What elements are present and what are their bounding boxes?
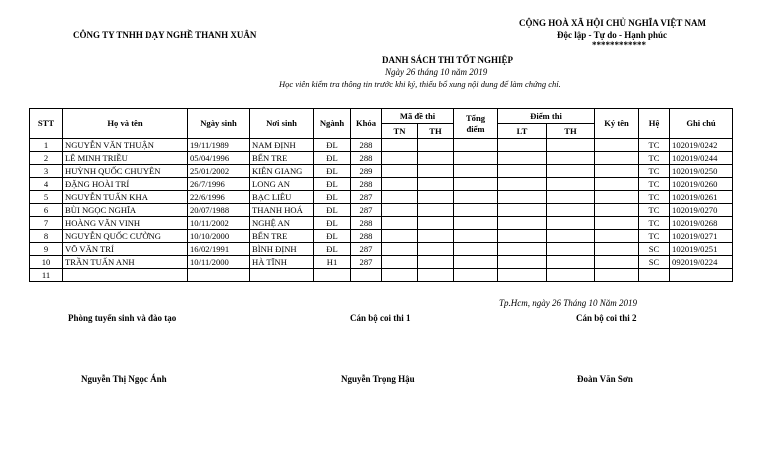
cell-place: BẾN TRE: [250, 152, 314, 165]
cell-empty: [454, 217, 498, 230]
cell-empty: [595, 152, 639, 165]
cell-course: 289: [351, 165, 382, 178]
cell-empty: [547, 204, 595, 217]
table-row: [30, 191, 733, 204]
cell-stt: 1: [30, 139, 63, 152]
cell-major: ĐL: [314, 165, 351, 178]
cell-note: 102019/0268: [670, 217, 733, 230]
cell-system: TC: [639, 165, 670, 178]
cell-major: [314, 269, 351, 282]
cell-course: 287: [351, 191, 382, 204]
cell-empty: [547, 217, 595, 230]
cell-major: ĐL: [314, 191, 351, 204]
cell-note: 102019/0271: [670, 230, 733, 243]
cell-system: TC: [639, 217, 670, 230]
cell-empty: [498, 165, 547, 178]
cell-empty: [547, 256, 595, 269]
country-name: CỘNG HOÀ XÃ HỘI CHỦ NGHĨA VIỆT NAM: [519, 18, 706, 28]
company-name: CÔNG TY TNHH DẠY NGHỀ THANH XUÂN: [73, 30, 257, 40]
cell-major: ĐL: [314, 243, 351, 256]
place-date: Tp.Hcm, ngày 26 Tháng 10 Năm 2019: [499, 298, 638, 308]
cell-place: BẾN TRE: [250, 230, 314, 243]
cell-note: 102019/0250: [670, 165, 733, 178]
cell-dob: 22/6/1996: [188, 191, 250, 204]
proctor2-title: Cán bộ coi thi 2: [576, 313, 637, 323]
cell-place: [250, 269, 314, 282]
cell-stt: 8: [30, 230, 63, 243]
header-th2: TH: [547, 124, 595, 139]
cell-empty: [418, 243, 454, 256]
cell-empty: [595, 256, 639, 269]
cell-empty: [382, 191, 418, 204]
cell-dob: [188, 269, 250, 282]
cell-course: 287: [351, 204, 382, 217]
cell-empty: [382, 269, 418, 282]
cell-place: LONG AN: [250, 178, 314, 191]
signer3-name: Đoàn Văn Sơn: [577, 374, 633, 384]
cell-empty: [547, 191, 595, 204]
header-tn: TN: [382, 124, 418, 139]
cell-system: TC: [639, 204, 670, 217]
cell-dob: 20/07/1988: [188, 204, 250, 217]
cell-note: 102019/0260: [670, 178, 733, 191]
signer1-name: Nguyễn Thị Ngọc Ánh: [81, 374, 167, 384]
title-note: Học viên kiểm tra thông tin trước khi ký, thiếu bổ xung nội dung để làm chứng chỉ.: [279, 79, 561, 89]
cell-empty: [498, 230, 547, 243]
header-notes: Ghi chú: [670, 109, 733, 139]
cell-name: NGUYỄN QUỐC CƯỜNG: [63, 230, 188, 243]
cell-empty: [547, 243, 595, 256]
header-major: Ngành: [314, 109, 351, 139]
cell-note: 102019/0251: [670, 243, 733, 256]
motto-stars: ************: [592, 40, 646, 50]
cell-note: 092019/0224: [670, 256, 733, 269]
cell-place: BÌNH ĐỊNH: [250, 243, 314, 256]
cell-system: TC: [639, 178, 670, 191]
cell-empty: [418, 204, 454, 217]
cell-stt: 5: [30, 191, 63, 204]
cell-system: TC: [639, 152, 670, 165]
cell-place: KIÊN GIANG: [250, 165, 314, 178]
cell-name: [63, 269, 188, 282]
cell-dob: 05/04/1996: [188, 152, 250, 165]
cell-dob: 10/11/2000: [188, 256, 250, 269]
cell-stt: 11: [30, 269, 63, 282]
proctor1-title: Cán bộ coi thi 1: [350, 313, 411, 323]
table-row: [30, 243, 733, 256]
cell-empty: [382, 178, 418, 191]
cell-place: NAM ĐỊNH: [250, 139, 314, 152]
cell-dob: 19/11/1989: [188, 139, 250, 152]
cell-empty: [498, 139, 547, 152]
cell-course: [351, 269, 382, 282]
cell-empty: [382, 230, 418, 243]
cell-name: VÕ VĂN TRÍ: [63, 243, 188, 256]
cell-name: ĐẶNG HOÀI TRÍ: [63, 178, 188, 191]
cell-note: [670, 269, 733, 282]
table-row: [30, 139, 733, 152]
cell-empty: [498, 204, 547, 217]
cell-course: 288: [351, 139, 382, 152]
cell-course: 288: [351, 152, 382, 165]
cell-empty: [547, 139, 595, 152]
cell-place: NGHỆ AN: [250, 217, 314, 230]
cell-name: BÙI NGỌC NGHĨA: [63, 204, 188, 217]
cell-empty: [498, 217, 547, 230]
header-sign: Ký tên: [595, 109, 639, 139]
cell-empty: [595, 165, 639, 178]
cell-empty: [454, 243, 498, 256]
cell-dob: 10/11/2002: [188, 217, 250, 230]
cell-course: 287: [351, 256, 382, 269]
cell-name: HUỲNH QUỐC CHUYÊN: [63, 165, 188, 178]
cell-empty: [498, 269, 547, 282]
table-row: [30, 152, 733, 165]
header-dob: Ngày sinh: [188, 109, 250, 139]
header-course: Khóa: [351, 109, 382, 139]
header-total-line1: Tổng: [465, 112, 486, 123]
cell-empty: [595, 269, 639, 282]
header-exam-code: Mã đề thi: [382, 109, 454, 124]
cell-name: HOÀNG VĂN VINH: [63, 217, 188, 230]
cell-empty: [547, 152, 595, 165]
table-row: [30, 204, 733, 217]
cell-empty: [382, 243, 418, 256]
cell-stt: 3: [30, 165, 63, 178]
exam-list-table: [29, 108, 733, 282]
header-total: [454, 109, 498, 139]
cell-course: 288: [351, 217, 382, 230]
cell-empty: [418, 178, 454, 191]
cell-system: TC: [639, 191, 670, 204]
cell-empty: [595, 191, 639, 204]
cell-system: SC: [639, 256, 670, 269]
table-row: [30, 178, 733, 191]
cell-system: [639, 269, 670, 282]
header-lt: LT: [498, 124, 547, 139]
motto: Độc lập - Tự do - Hạnh phúc: [557, 30, 668, 40]
cell-empty: [498, 256, 547, 269]
cell-empty: [454, 204, 498, 217]
cell-place: BẠC LIÊU: [250, 191, 314, 204]
cell-course: 288: [351, 230, 382, 243]
header-total-line2: điểm: [466, 123, 485, 134]
cell-empty: [454, 256, 498, 269]
cell-empty: [454, 191, 498, 204]
cell-system: TC: [639, 230, 670, 243]
cell-note: 102019/0242: [670, 139, 733, 152]
header-place: Nơi sinh: [250, 109, 314, 139]
header-system: Hệ: [639, 109, 670, 139]
cell-empty: [418, 217, 454, 230]
cell-system: TC: [639, 139, 670, 152]
cell-empty: [418, 165, 454, 178]
cell-name: NGUYỄN TUẤN KHA: [63, 191, 188, 204]
signer2-name: Nguyễn Trọng Hậu: [341, 374, 415, 384]
cell-empty: [454, 178, 498, 191]
cell-empty: [382, 152, 418, 165]
cell-empty: [382, 256, 418, 269]
cell-stt: 6: [30, 204, 63, 217]
cell-empty: [382, 139, 418, 152]
cell-empty: [498, 178, 547, 191]
cell-dob: 25/01/2002: [188, 165, 250, 178]
cell-empty: [454, 230, 498, 243]
cell-system: SC: [639, 243, 670, 256]
cell-empty: [418, 191, 454, 204]
cell-empty: [418, 256, 454, 269]
cell-dob: 26/7/1996: [188, 178, 250, 191]
cell-empty: [382, 217, 418, 230]
cell-empty: [595, 230, 639, 243]
cell-course: 288: [351, 178, 382, 191]
cell-empty: [595, 204, 639, 217]
cell-major: ĐL: [314, 139, 351, 152]
cell-place: THANH HOÁ: [250, 204, 314, 217]
cell-name: NGUYỄN VĂN THUẬN: [63, 139, 188, 152]
table-row: [30, 269, 733, 282]
cell-empty: [595, 139, 639, 152]
cell-empty: [498, 191, 547, 204]
cell-name: TRẦN TUẤN ANH: [63, 256, 188, 269]
cell-empty: [418, 269, 454, 282]
cell-empty: [547, 269, 595, 282]
cell-major: ĐL: [314, 152, 351, 165]
cell-major: ĐL: [314, 178, 351, 191]
cell-empty: [418, 152, 454, 165]
cell-place: HÀ TĨNH: [250, 256, 314, 269]
cell-course: 287: [351, 243, 382, 256]
header-th: TH: [418, 124, 454, 139]
cell-major: ĐL: [314, 230, 351, 243]
cell-dob: 10/10/2000: [188, 230, 250, 243]
cell-empty: [454, 165, 498, 178]
cell-empty: [382, 165, 418, 178]
cell-empty: [595, 178, 639, 191]
dept-title: Phòng tuyển sinh và đào tạo: [68, 313, 177, 323]
cell-note: 102019/0270: [670, 204, 733, 217]
cell-empty: [382, 204, 418, 217]
cell-empty: [454, 152, 498, 165]
page-title: DANH SÁCH THI TỐT NGHIỆP: [382, 55, 514, 65]
cell-name: LÊ MINH TRIỀU: [63, 152, 188, 165]
cell-empty: [547, 165, 595, 178]
table-row: [30, 165, 733, 178]
cell-empty: [418, 139, 454, 152]
cell-empty: [595, 217, 639, 230]
header-name: Họ và tên: [63, 109, 188, 139]
header-stt: STT: [30, 109, 63, 139]
table-row: [30, 256, 733, 269]
cell-note: 102019/0244: [670, 152, 733, 165]
cell-empty: [547, 178, 595, 191]
cell-note: 102019/0261: [670, 191, 733, 204]
cell-major: ĐL: [314, 217, 351, 230]
cell-empty: [547, 230, 595, 243]
cell-stt: 2: [30, 152, 63, 165]
cell-major: ĐL: [314, 204, 351, 217]
cell-empty: [595, 243, 639, 256]
table-row: [30, 230, 733, 243]
cell-empty: [454, 139, 498, 152]
table-row: [30, 217, 733, 230]
cell-stt: 7: [30, 217, 63, 230]
cell-empty: [498, 243, 547, 256]
cell-empty: [454, 269, 498, 282]
cell-empty: [418, 230, 454, 243]
cell-dob: 16/02/1991: [188, 243, 250, 256]
cell-stt: 4: [30, 178, 63, 191]
title-date: Ngày 26 tháng 10 năm 2019: [385, 67, 488, 77]
cell-stt: 9: [30, 243, 63, 256]
cell-empty: [498, 152, 547, 165]
cell-major: H1: [314, 256, 351, 269]
header-score: Điểm thi: [498, 109, 595, 124]
cell-stt: 10: [30, 256, 63, 269]
